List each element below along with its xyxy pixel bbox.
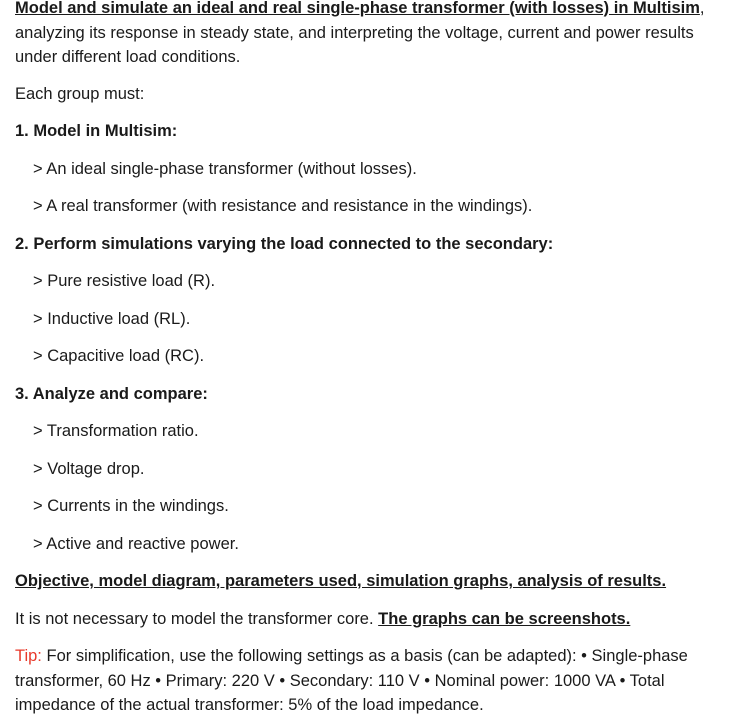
section-3-heading: 3. Analyze and compare: [15, 385, 208, 403]
section-1-item: > An ideal single-phase transformer (without losses). [33, 160, 417, 178]
core-note-text: It is not necessary to model the transformer core. [15, 610, 379, 628]
section-1-heading: 1. Model in Multisim: [15, 122, 178, 140]
section-2-heading: 2. Perform simulations varying the load connected to the secondary: [15, 235, 554, 253]
objective-line: Objective, model diagram, parameters used, simulation graphs, analysis of results. [15, 572, 667, 590]
section-3-item: > Currents in the windings. [33, 497, 229, 515]
tip-label: Tip: [15, 647, 42, 665]
tip-paragraph [15, 644, 727, 718]
intro-paragraph [15, 0, 727, 70]
tip-text: For simplification, use the following settings as a basis (can be adapted): • Single-phase transformer, 60 Hz • Primary: 220 V • Secondary: 110 V • Nominal power: 1000 VA • Total impedance of the actual transformer: 5% of the load impedance. [15, 647, 688, 714]
section-2-item: > Capacitive load (RC). [33, 347, 205, 365]
core-note-emphasis: The graphs can be screenshots. [378, 610, 631, 628]
section-2-item: > Inductive load (RL). [33, 310, 191, 328]
section-3-item: > Active and reactive power. [33, 535, 239, 553]
intro-text: , analyzing its response in steady state, and interpreting the voltage, current and power results under different load conditions. [15, 0, 705, 66]
section-1-item: > A real transformer (with resistance and resistance in the windings). [33, 197, 533, 215]
section-3-item: > Transformation ratio. [33, 422, 199, 440]
core-note [15, 608, 630, 630]
each-group-label: Each group must: [15, 85, 145, 103]
section-3-item: > Voltage drop. [33, 460, 145, 478]
intro-title: Model and simulate an ideal and real single-phase transformer (with losses) in Multisim [15, 0, 700, 17]
section-2-item: > Pure resistive load (R). [33, 272, 216, 290]
